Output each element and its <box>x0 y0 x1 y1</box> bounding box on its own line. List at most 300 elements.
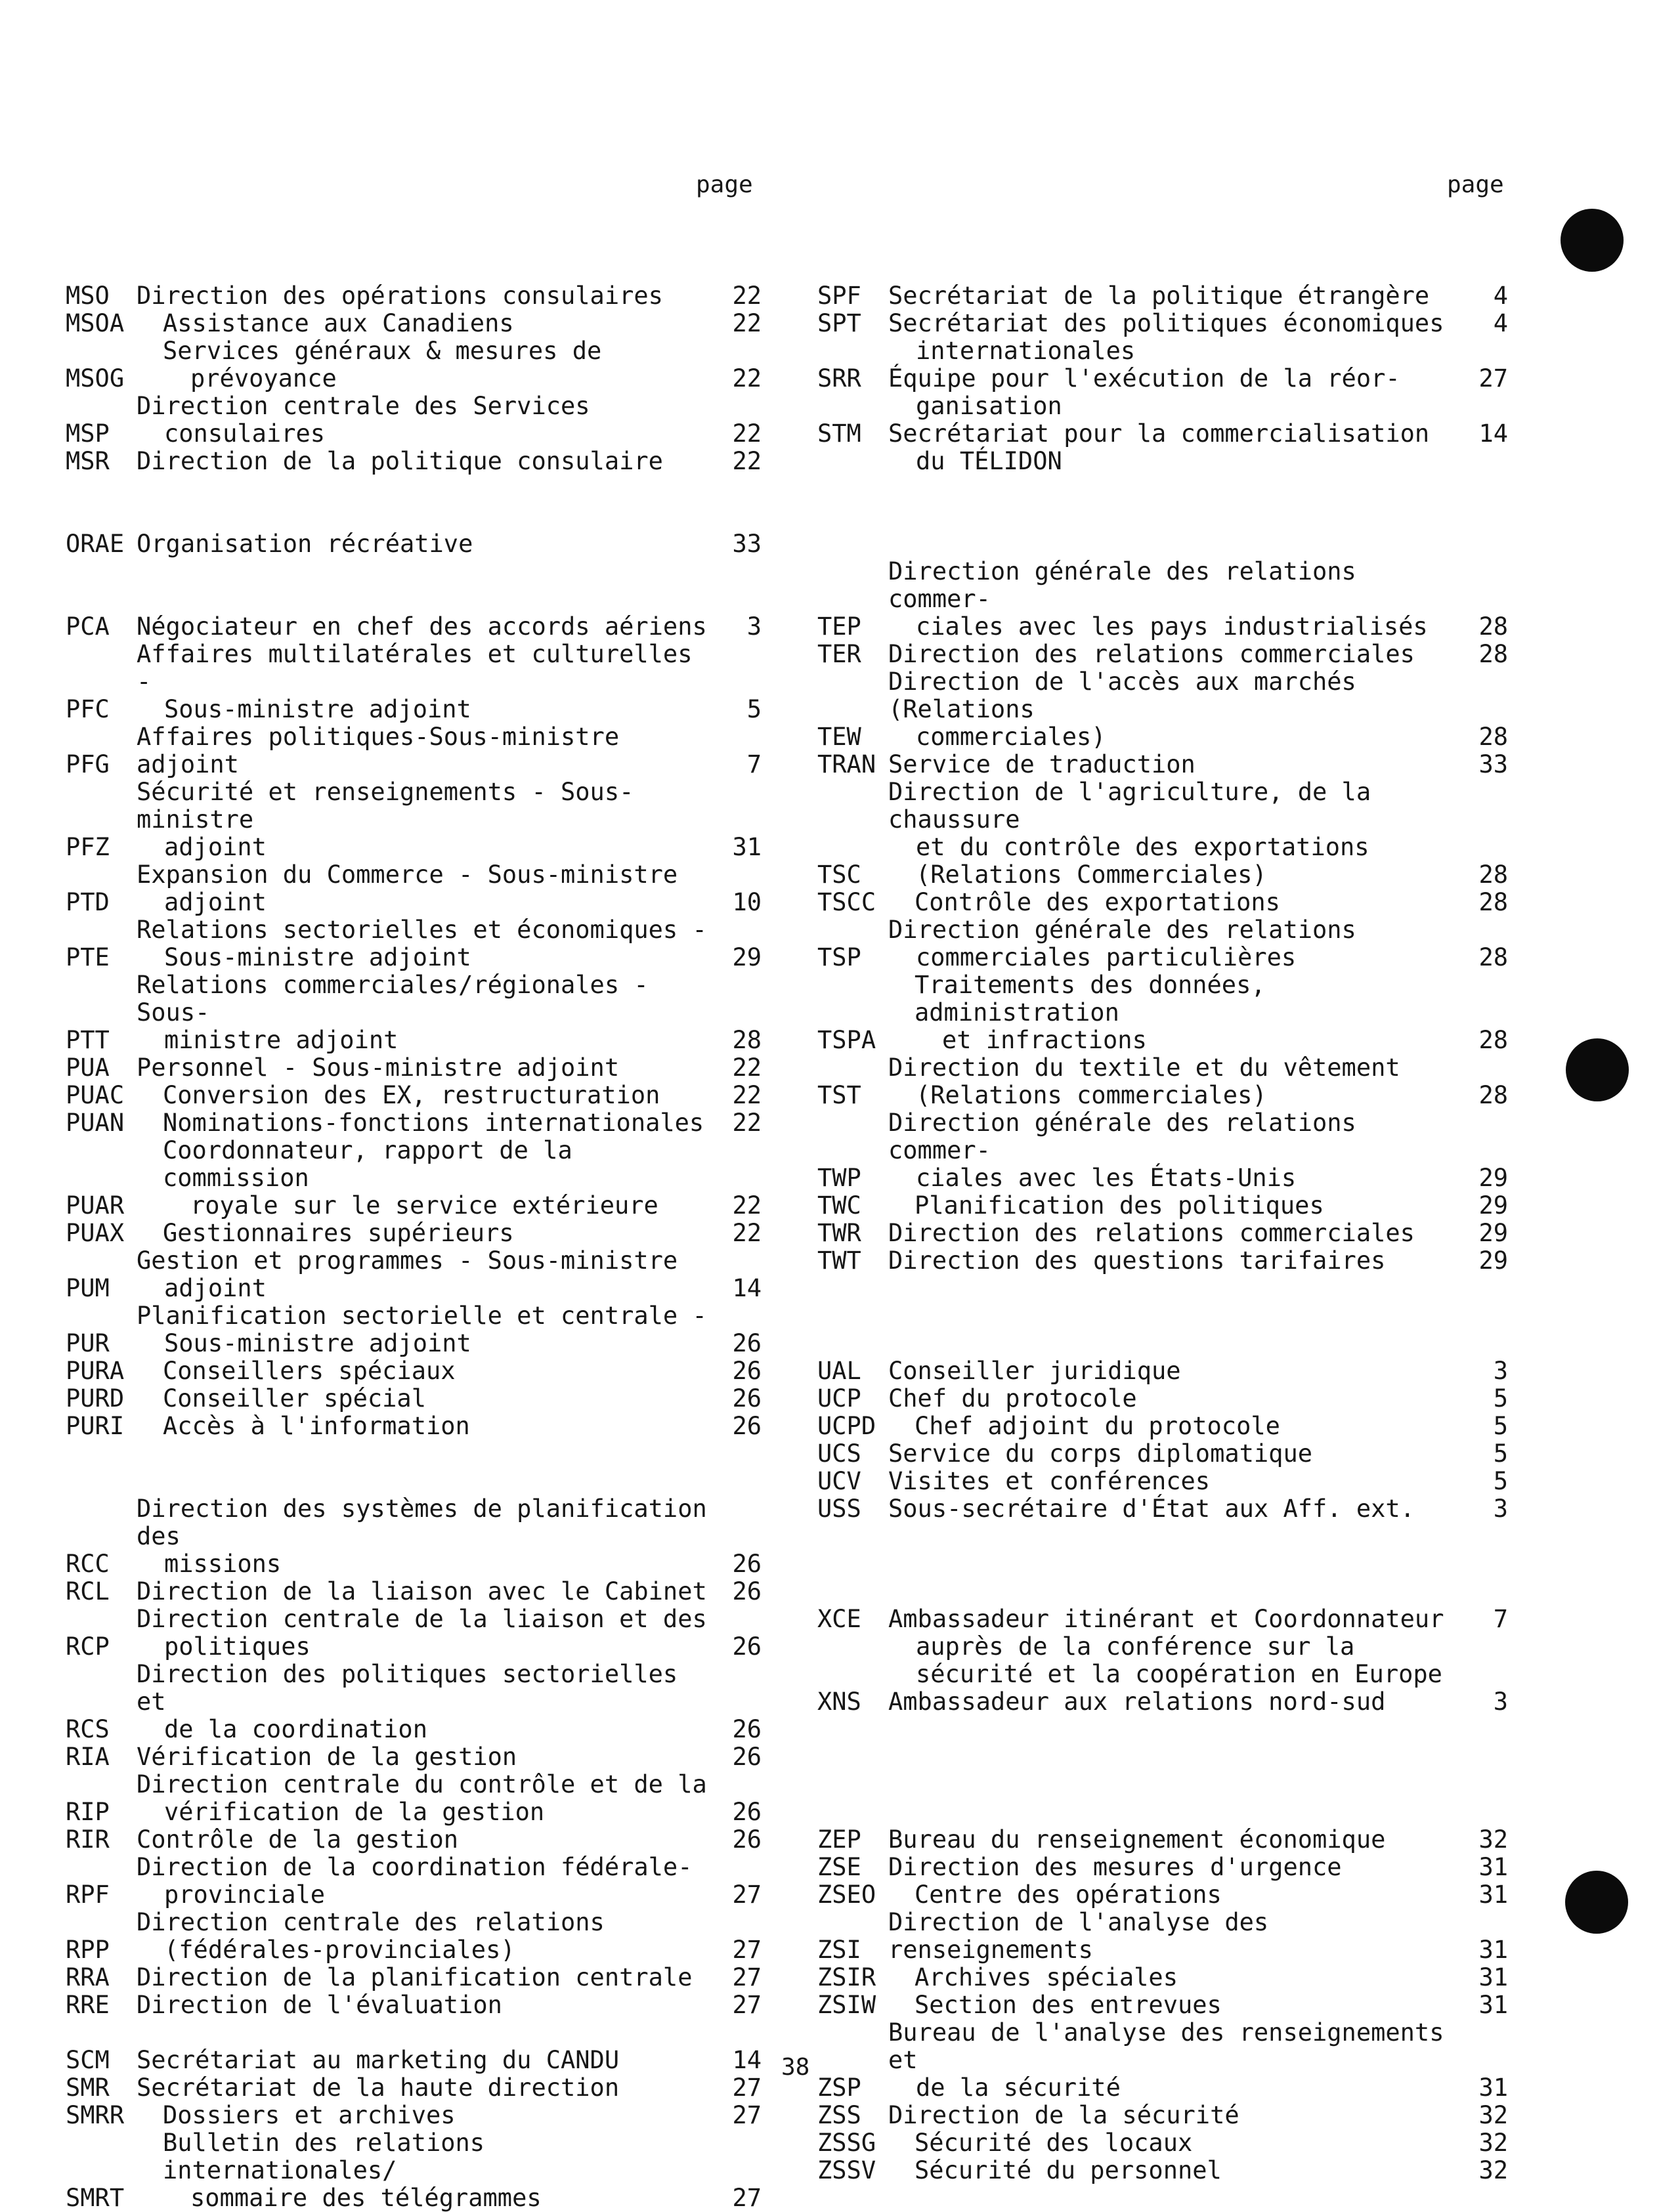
index-entry <box>817 558 1508 641</box>
entry-code: TWT <box>817 1246 861 1275</box>
entry-label <box>137 310 714 337</box>
entry-page: 7 <box>1493 1605 1508 1633</box>
entry-label-line: Planification sectorielle et centrale - <box>137 1302 707 1330</box>
entry-label-line: Direction de la sécurité <box>888 2101 1239 2129</box>
entry-label <box>137 2047 714 2074</box>
entry-code: PUAN <box>66 1109 125 1137</box>
index-entry <box>66 1385 762 1413</box>
entry-label-line: royale sur le service extérieure <box>190 1191 658 1220</box>
entry-label <box>888 2129 1461 2157</box>
entry-label-line: Sous-ministre adjoint <box>164 695 471 723</box>
entry-label-line: Ambassadeur itinérant et Coordonnateur <box>888 1605 1444 1633</box>
section-gap <box>66 558 762 613</box>
entry-code: USS <box>817 1495 861 1523</box>
entry-code: UCV <box>817 1467 861 1495</box>
punch-hole-top <box>1561 209 1624 272</box>
entry-page: 26 <box>732 1825 762 1854</box>
entry-code: RPP <box>66 1936 110 1964</box>
entry-page: 22 <box>732 419 762 448</box>
entry-label-line: Nominations-fonctions internationales <box>163 1109 704 1137</box>
index-section <box>66 1495 762 2019</box>
entry-label <box>888 1385 1461 1413</box>
entry-page: 14 <box>732 2046 762 2074</box>
entry-code: RPF <box>66 1881 110 1909</box>
entry-label <box>888 751 1461 778</box>
section-gap <box>817 1275 1508 1357</box>
index-section <box>817 1606 1508 1716</box>
entry-code: SMR <box>66 2074 110 2102</box>
entry-label-line: et du contrôle des exportations <box>916 833 1369 861</box>
index-entry <box>817 778 1508 889</box>
entry-page: 28 <box>1478 723 1508 751</box>
entry-label <box>888 1964 1461 1991</box>
punch-hole-bottom <box>1565 1871 1628 1934</box>
entry-label <box>888 1468 1461 1495</box>
entry-page: 27 <box>732 2074 762 2102</box>
entry-label-line: Centre des opérations <box>915 1881 1222 1909</box>
entry-page: 31 <box>1478 2074 1508 2102</box>
entry-label-line: Direction générale des relations commer- <box>888 557 1356 613</box>
entry-page: 5 <box>1493 1439 1508 1468</box>
entry-label <box>137 1578 714 1606</box>
entry-page: 28 <box>1478 861 1508 889</box>
entry-page: 27 <box>732 1881 762 1909</box>
entry-label-line: Bulletin des relations internationales/ <box>163 2129 485 2184</box>
entry-page: 32 <box>1478 1825 1508 1854</box>
entry-page: 7 <box>746 750 762 778</box>
entry-page: 10 <box>732 888 762 916</box>
entry-label-line: Direction générale des relations commer- <box>888 1109 1356 1164</box>
index-entry <box>817 1413 1508 1440</box>
entry-label <box>888 1220 1461 1247</box>
entry-code: SMRT <box>66 2184 125 2212</box>
entry-label <box>137 1413 714 1440</box>
entry-label-line: Services généraux & mesures de <box>163 337 602 365</box>
entry-page: 3 <box>746 612 762 641</box>
index-entry <box>66 530 762 558</box>
index-entry <box>66 1220 762 1247</box>
entry-label <box>137 2129 714 2212</box>
index-column-left <box>66 282 762 2212</box>
entry-label <box>888 2019 1461 2102</box>
entry-code: ZSSG <box>817 2129 876 2157</box>
index-entry <box>66 282 762 310</box>
entry-page: 22 <box>732 1219 762 1247</box>
entry-code: TEW <box>817 723 861 751</box>
entry-page: 14 <box>732 1274 762 1302</box>
entry-page: 31 <box>1478 1881 1508 1909</box>
entry-label <box>137 916 714 971</box>
entry-page: 26 <box>732 1577 762 1606</box>
entry-page: 5 <box>1493 1467 1508 1495</box>
entry-label-line: Dossiers et archives <box>163 2101 456 2129</box>
entry-code: TRAN <box>817 750 876 778</box>
entry-code: ZSIW <box>817 1991 876 2019</box>
entry-label <box>888 365 1461 420</box>
entry-page: 22 <box>732 1053 762 1082</box>
entry-label-line: Contrôle de la gestion <box>137 1825 459 1854</box>
entry-label-line: commerciales particulières <box>916 943 1297 971</box>
entry-label <box>137 1606 714 1661</box>
index-entry <box>817 889 1508 916</box>
entry-page: 32 <box>1478 2129 1508 2157</box>
index-entry <box>66 1054 762 1082</box>
entry-label <box>888 1109 1461 1192</box>
entry-label-line: du TÉLIDON <box>916 447 1062 475</box>
entry-label-line: ministre adjoint <box>164 1026 399 1054</box>
entry-label <box>137 1220 714 1247</box>
entry-code: ZSI <box>817 1936 861 1964</box>
entry-code: RIA <box>66 1743 110 1771</box>
entry-code: TER <box>817 640 861 668</box>
entry-code: RRA <box>66 1963 110 1991</box>
entry-label <box>888 310 1461 365</box>
index-section <box>66 530 762 558</box>
index-entry <box>66 1109 762 1137</box>
entry-code: RCS <box>66 1715 110 1743</box>
index-entry <box>66 1826 762 1854</box>
entry-code: ZSP <box>817 2074 861 2102</box>
entry-label <box>137 1302 714 1357</box>
entry-page: 28 <box>1478 1081 1508 1109</box>
entry-code: PTE <box>66 943 110 971</box>
entry-label-line: adjoint <box>164 888 267 916</box>
section-gap <box>66 2019 762 2047</box>
entry-label-line: internationales <box>916 337 1136 365</box>
entry-label <box>137 1357 714 1385</box>
entry-label <box>888 1192 1461 1220</box>
entry-label-line: Accès à l'information <box>163 1412 470 1440</box>
entry-label <box>137 1082 714 1109</box>
page-column-header-left: page <box>696 171 753 198</box>
entry-page: 26 <box>732 1384 762 1413</box>
entry-label-line: Direction de la coordination fédérale- <box>137 1853 693 1881</box>
entry-label-line: Chef adjoint du protocole <box>915 1412 1280 1440</box>
entry-code: PUAX <box>66 1219 125 1247</box>
entry-code: SCM <box>66 2046 110 2074</box>
entry-page: 31 <box>732 833 762 861</box>
index-entry <box>817 1220 1508 1247</box>
entry-code: UCP <box>817 1384 861 1413</box>
entry-label-line: Conseiller juridique <box>888 1357 1181 1385</box>
entry-label-line: Bureau de l'analyse des renseignements et <box>888 2018 1444 2074</box>
index-entry <box>817 1109 1508 1192</box>
entry-label <box>888 641 1461 668</box>
entry-code: PUM <box>66 1274 110 1302</box>
entry-page: 26 <box>732 1632 762 1661</box>
entry-code: ZSS <box>817 2101 861 2129</box>
entry-label-line: Direction de la liaison avec le Cabinet <box>137 1577 707 1606</box>
entry-label <box>137 1247 714 1302</box>
entry-code: UAL <box>817 1357 861 1385</box>
entry-label-line: ciales avec les pays industrialisés <box>916 612 1428 641</box>
index-entry <box>66 613 762 641</box>
entry-label <box>137 1054 714 1082</box>
index-entry <box>817 420 1508 475</box>
index-entry <box>817 1440 1508 1468</box>
entry-label <box>888 1357 1461 1385</box>
entry-label-line: Conversion des EX, restructuration <box>163 1081 660 1109</box>
entry-label <box>888 1495 1461 1523</box>
punch-hole-middle <box>1566 1038 1629 1101</box>
entry-page: 27 <box>732 1936 762 1964</box>
entry-page: 26 <box>732 1798 762 1826</box>
entry-label-line: commerciales) <box>916 723 1106 751</box>
index-entry <box>817 1495 1508 1523</box>
entry-label <box>888 1909 1461 1964</box>
entry-code: PTD <box>66 888 110 916</box>
entry-label <box>888 916 1461 971</box>
entry-code: TWR <box>817 1219 861 1247</box>
entry-page: 28 <box>1478 1026 1508 1054</box>
index-entry <box>817 1964 1508 1991</box>
entry-code: ZSIR <box>817 1963 876 1991</box>
entry-label-line: Sécurité des locaux <box>915 2129 1193 2157</box>
entry-code: ZSSV <box>817 2156 876 2184</box>
entry-code: UCS <box>817 1439 861 1468</box>
entry-page: 22 <box>732 364 762 393</box>
entry-code: MSOA <box>66 309 125 337</box>
entry-page: 32 <box>1478 2101 1508 2129</box>
entry-label-line: Sécurité du personnel <box>915 2156 1222 2184</box>
entry-label-line: Personnel - Sous-ministre adjoint <box>137 1053 620 1082</box>
entry-code: MSP <box>66 419 110 448</box>
entry-code: TWC <box>817 1191 861 1220</box>
entry-label-line: provinciale <box>164 1881 326 1909</box>
entry-label-line: missions <box>164 1550 282 1578</box>
index-entry <box>817 1688 1508 1716</box>
entry-label-line: Direction des questions tarifaires <box>888 1246 1386 1275</box>
entry-label <box>137 393 714 448</box>
index-entry <box>817 1357 1508 1385</box>
entry-label-line: consulaires <box>164 419 326 448</box>
index-entry <box>66 1082 762 1109</box>
entry-label-line: Direction centrale des relations <box>137 1908 605 1936</box>
entry-label <box>137 1826 714 1854</box>
index-entry <box>817 1192 1508 1220</box>
index-entry <box>66 1991 762 2019</box>
index-entry <box>66 916 762 971</box>
entry-label <box>137 1385 714 1413</box>
index-entry <box>66 1771 762 1826</box>
index-entry <box>66 393 762 448</box>
entry-label-line: Direction des politiques sectorielles et <box>137 1660 678 1716</box>
entry-page: 29 <box>1478 1164 1508 1192</box>
entry-label-line: Coordonnateur, rapport de la commission <box>163 1136 572 1192</box>
entry-page: 5 <box>1493 1384 1508 1413</box>
entry-code: ZSE <box>817 1853 861 1881</box>
entry-code: PUAC <box>66 1081 125 1109</box>
entry-page: 26 <box>732 1715 762 1743</box>
entry-page: 27 <box>732 2101 762 2129</box>
entry-label <box>137 337 714 393</box>
index-entry <box>817 971 1508 1054</box>
entry-page: 4 <box>1493 282 1508 310</box>
entry-label <box>888 1606 1461 1688</box>
entry-code: TSC <box>817 861 861 889</box>
entry-label-line: Section des entrevues <box>915 1991 1222 2019</box>
entry-label-line: Direction des mesures d'urgence <box>888 1853 1342 1881</box>
entry-code: TEP <box>817 612 861 641</box>
entry-label <box>137 641 714 723</box>
entry-label-line: Direction centrale du contrôle et de la <box>137 1770 707 1798</box>
page-column-header-right: page <box>1447 171 1504 198</box>
index-entry <box>66 310 762 337</box>
entry-label-line: Affaires politiques-Sous-ministre adjoint <box>137 723 620 778</box>
index-entry <box>817 1385 1508 1413</box>
entry-label-line: Ambassadeur aux relations nord-sud <box>888 1688 1386 1716</box>
index-entry <box>66 1909 762 1964</box>
entry-page: 3 <box>1493 1357 1508 1385</box>
entry-label-line: Direction centrale des Services <box>137 392 590 420</box>
entry-code: PUA <box>66 1053 110 1082</box>
entry-label <box>888 889 1461 916</box>
section-gap <box>817 475 1508 558</box>
entry-label-line: Visites et conférences <box>888 1467 1211 1495</box>
entry-code: ZSEO <box>817 1881 876 1909</box>
entry-page: 26 <box>732 1550 762 1578</box>
entry-code: RIP <box>66 1798 110 1826</box>
entry-code: PURI <box>66 1412 125 1440</box>
index-section <box>66 282 762 475</box>
entry-label-line: Service de traduction <box>888 750 1196 778</box>
entry-code: PCA <box>66 612 110 641</box>
entry-code: PURA <box>66 1357 125 1385</box>
entry-label <box>888 668 1461 751</box>
index-entry <box>66 1137 762 1220</box>
entry-label <box>137 1661 714 1743</box>
entry-code: TSPA <box>817 1026 876 1054</box>
entry-code: PFG <box>66 750 110 778</box>
entry-code: RCP <box>66 1632 110 1661</box>
entry-code: TSP <box>817 943 861 971</box>
index-section <box>817 558 1508 1275</box>
entry-label <box>137 1991 714 2019</box>
index-entry <box>66 1578 762 1606</box>
index-entry <box>817 1991 1508 2019</box>
section-gap <box>817 1716 1508 1826</box>
index-entry <box>66 2047 762 2074</box>
entry-label-line: Direction du textile et du vêtement <box>888 1053 1400 1082</box>
entry-label-line: Expansion du Commerce - Sous-ministre <box>137 861 678 889</box>
entry-label-line: Négociateur en chef des accords aériens <box>137 612 707 641</box>
index-entry <box>817 310 1508 365</box>
index-entry <box>817 282 1508 310</box>
entry-code: SMRR <box>66 2101 125 2129</box>
entry-code: PTT <box>66 1026 110 1054</box>
entry-label-line: de la sécurité <box>916 2074 1121 2102</box>
entry-label <box>888 1413 1461 1440</box>
entry-page: 28 <box>1478 612 1508 641</box>
entry-page: 5 <box>1493 1412 1508 1440</box>
entry-code: RCL <box>66 1577 110 1606</box>
entry-page: 22 <box>732 1191 762 1220</box>
entry-label-line: adjoint <box>164 1274 267 1302</box>
entry-page: 32 <box>1478 2156 1508 2184</box>
entry-page: 28 <box>1478 888 1508 916</box>
entry-label-line: (Relations commerciales) <box>916 1081 1267 1109</box>
index-entry <box>66 1854 762 1909</box>
index-entry <box>66 1495 762 1578</box>
entry-code: RCC <box>66 1550 110 1578</box>
entry-label-line: Gestion et programmes - Sous-ministre <box>137 1246 678 1275</box>
index-entry <box>66 861 762 916</box>
entry-label <box>137 2074 714 2102</box>
entry-label-line: Planification des politiques <box>915 1191 1324 1220</box>
entry-label <box>888 971 1461 1054</box>
entry-label-line: sécurité et la coopération en Europe <box>916 1660 1442 1688</box>
index-entry <box>817 916 1508 971</box>
entry-label-line: Direction des relations commerciales <box>888 1219 1415 1247</box>
entry-code: ZEP <box>817 1825 861 1854</box>
entry-label <box>137 530 714 558</box>
entry-code: MSOG <box>66 364 125 393</box>
entry-label <box>137 778 714 861</box>
entry-label <box>888 420 1461 475</box>
entry-label-line: Secrétariat de la haute direction <box>137 2074 620 2102</box>
entry-page: 29 <box>1478 1191 1508 1220</box>
index-entry <box>817 2129 1508 2157</box>
index-entry <box>66 337 762 393</box>
entry-code: TWP <box>817 1164 861 1192</box>
entry-label-line: Organisation récréative <box>137 530 473 558</box>
index-entry <box>66 448 762 475</box>
entry-label-line: Direction générale des relations <box>888 916 1356 944</box>
entry-page: 26 <box>732 1357 762 1385</box>
index-entry <box>817 2157 1508 2184</box>
entry-label <box>137 861 714 916</box>
entry-page: 28 <box>1478 943 1508 971</box>
entry-label-line: Archives spéciales <box>915 1963 1178 1991</box>
entry-page: 33 <box>732 530 762 558</box>
index-entry <box>817 1909 1508 1964</box>
index-entry <box>817 1854 1508 1881</box>
entry-label-line: Équipe pour l'exécution de la réor- <box>888 364 1400 393</box>
section-gap <box>66 475 762 530</box>
entry-label <box>888 1247 1461 1275</box>
entry-page: 31 <box>1478 1853 1508 1881</box>
entry-label-line: Chef du protocole <box>888 1384 1137 1413</box>
entry-label <box>137 2102 714 2129</box>
entry-label-line: Direction de la planification centrale <box>137 1963 693 1991</box>
entry-code: PUAR <box>66 1191 125 1220</box>
entry-code: SRR <box>817 364 861 393</box>
index-entry <box>66 1743 762 1771</box>
index-entry <box>66 778 762 861</box>
entry-label-line: auprès de la conférence sur la <box>916 1632 1355 1661</box>
section-gap <box>66 1440 762 1495</box>
entry-label <box>137 1743 714 1771</box>
index-section <box>66 2047 762 2212</box>
index-entry <box>66 1357 762 1385</box>
entry-page: 27 <box>732 1991 762 2019</box>
entry-label-line: Relations sectorielles et économiques - <box>137 916 707 944</box>
entry-label <box>137 1495 714 1578</box>
entry-page: 27 <box>732 1963 762 1991</box>
entry-label-line: Conseiller spécial <box>163 1384 426 1413</box>
index-entry <box>66 723 762 778</box>
entry-code: PUR <box>66 1329 110 1357</box>
entry-label <box>888 558 1461 641</box>
entry-label-line: prévoyance <box>190 364 337 393</box>
index-entry <box>66 2129 762 2212</box>
entry-page: 22 <box>732 282 762 310</box>
entry-label-line: Sous-secrétaire d'État aux Aff. ext. <box>888 1495 1415 1523</box>
index-entry <box>817 1054 1508 1109</box>
entry-label <box>137 1771 714 1826</box>
entry-label-line: ganisation <box>916 392 1062 420</box>
entry-code: SPF <box>817 282 861 310</box>
